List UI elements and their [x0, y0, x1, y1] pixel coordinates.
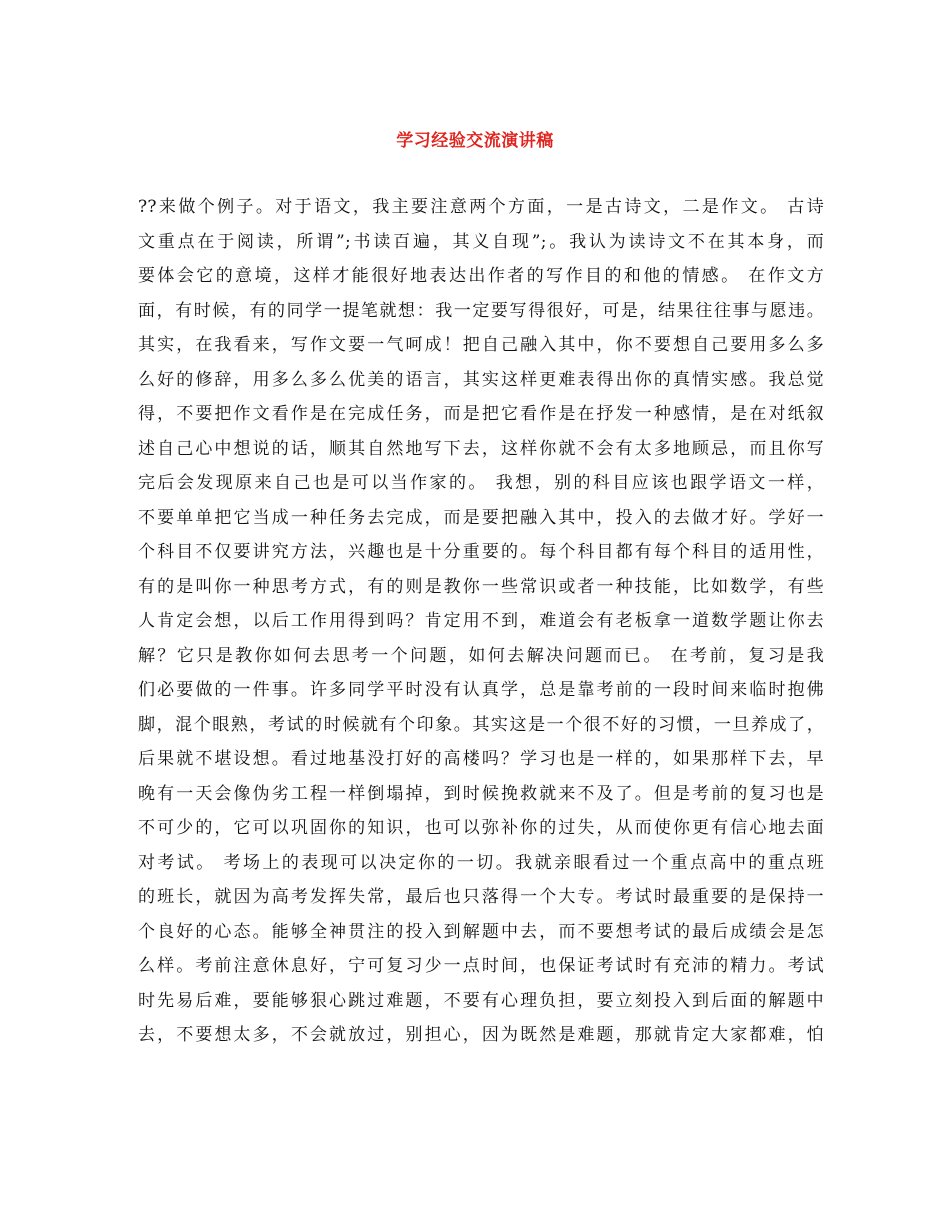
text-line: 完后会发现原来自己也是可以当作家的。 我想，别的科目应该也跟学语文一样，: [138, 473, 824, 493]
text-line: 其实，在我看来，写作文要一气呵成！把自己融入其中，你不要想自己要用多么多: [138, 335, 824, 355]
text-line: 脚，混个眼熟，考试的时候就有个印象。其实这是一个很不好的习惯，一旦养成了，: [138, 714, 824, 735]
text-line: 晚有一天会像伪劣工程一样倒塌掉，到时候挽救就来不及了。但是考前的复习也是: [138, 783, 824, 804]
document-body: [138, 190, 824, 1053]
text-line: 们必要做的一件事。许多同学平时没有认真学，总是靠考前的一段时间来临时抱佛: [138, 680, 824, 700]
text-line: 要体会它的意境，这样才能很好地表达出作者的写作目的和他的情感。 在作文方: [138, 266, 824, 286]
document-title: 学习经验交流演讲稿: [396, 131, 554, 151]
text-line: 有的是叫你一种思考方式，有的则是教你一些常识或者一种技能，比如数学，有些: [138, 576, 824, 597]
text-line: 个良好的心态。能够全神贯注的投入到解题中去，而不要想考试的最后成绩会是怎: [138, 921, 824, 942]
text-line: 么样。考前注意休息好，宁可复习少一点时间，也保证考试时有充沛的精力。考试: [138, 956, 824, 976]
text-line: 个科目不仅要讲究方法，兴趣也是十分重要的。每个科目都有每个科目的适用性，: [138, 542, 824, 562]
text-line: 文重点在于阅读，所谓”;书读百遍，其义自现”;。我认为读诗文不在其本身，而: [138, 231, 824, 252]
text-line: 后果就不堪设想。看过地基没打好的高楼吗？学习也是一样的，如果那样下去，早: [138, 749, 824, 769]
text-line: 人肯定会想，以后工作用得到吗？肯定用不到，难道会有老板拿一道数学题让你去: [138, 611, 824, 631]
text-line: 时先易后难，要能够狠心跳过难题，不要有心理负担，要立刻投入到后面的解题中: [138, 990, 824, 1011]
text-line: 对考试。 考场上的表现可以决定你的一切。我就亲眼看过一个重点高中的重点班: [138, 852, 824, 873]
text-line: 去，不要想太多，不会就放过，别担心，因为既然是难题，那就肯定大家都难，怕: [138, 1025, 824, 1045]
text-line: 得，不要把作文看作是在完成任务，而是把它看作是在抒发一种感情，是在对纸叙: [138, 404, 824, 424]
text-line: 述自己心中想说的话，顺其自然地写下去，这样你就不会有太多地顾忌，而且你写: [138, 438, 824, 459]
text-line: 么好的修辞，用多么多么优美的语言，其实这样更难表得出你的真情实感。我总觉: [138, 369, 824, 390]
text-line: 不要单单把它当成一种任务去完成，而是要把融入其中，投入的去做才好。学好一: [138, 507, 824, 528]
text-line: 的班长，就因为高考发挥失常，最后也只落得一个大专。考试时最重要的是保持一: [138, 887, 824, 907]
text-line: 解？它只是教你如何去思考一个问题，如何去解决问题而已。 在考前，复习是我: [138, 645, 824, 666]
text-line: 面，有时候，有的同学一提笔就想：我一定要写得很好，可是，结果往往事与愿违。: [138, 300, 824, 321]
text-line: 不可少的，它可以巩固你的知识，也可以弥补你的过失，从而使你更有信心地去面: [138, 818, 824, 838]
text-line: ??来做个例子。对于语文，我主要注意两个方面，一是古诗文，二是作文。 古诗: [138, 197, 824, 217]
